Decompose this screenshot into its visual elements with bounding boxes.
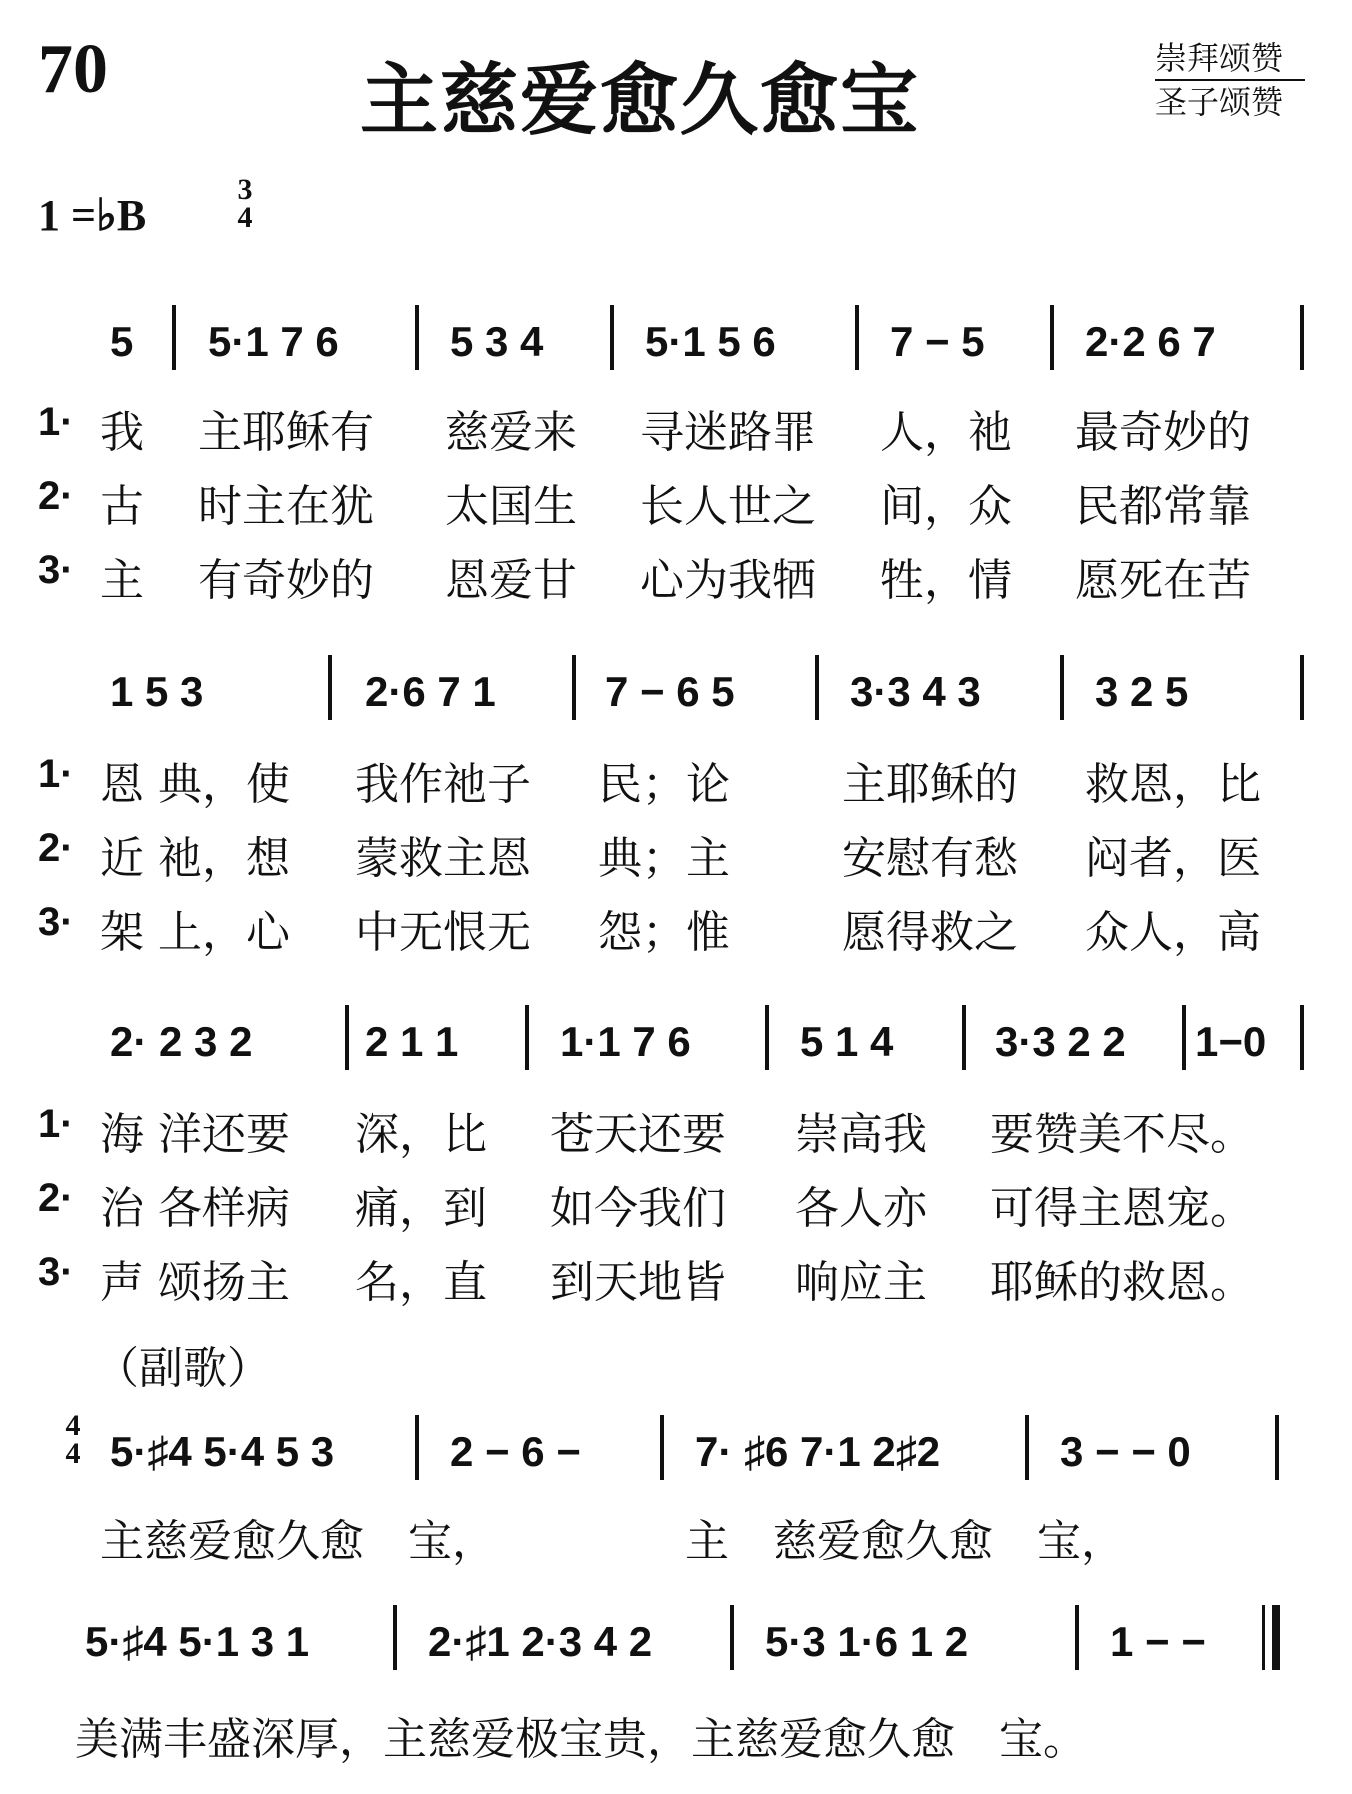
notes-measure: 2·2 6 7 (1085, 318, 1216, 365)
chorus-time-signature (60, 1409, 86, 1470)
lyric: 民都常靠 (1075, 481, 1251, 532)
lyric: 民；论 (598, 759, 730, 810)
lyric: 间，众 (880, 481, 1012, 532)
lyric: 要赞美不尽。 (990, 1109, 1254, 1160)
final-barline-thin (1262, 1605, 1265, 1670)
barline (1300, 1005, 1304, 1070)
barline (1182, 1005, 1186, 1070)
lyric: 架 上，心 (100, 907, 290, 958)
lyric: 中无恨无 (355, 907, 531, 958)
lyric: 如今我们 (550, 1183, 726, 1234)
notes-measure: 5 3 4 (450, 318, 544, 365)
lyric: 愿死在苦 (1075, 555, 1251, 606)
lyric: 我 (100, 407, 144, 458)
lyric: 主 (100, 555, 144, 606)
lyric: 闷者，医 (1085, 833, 1261, 884)
barline (415, 1415, 419, 1480)
verse-number: 3· (38, 548, 74, 592)
lyric: 痛，到 (355, 1183, 487, 1234)
chorus-label: （副歌） (95, 1343, 271, 1394)
lyric: 时主在犹 (198, 481, 374, 532)
category-main: 崇拜颂赞 (1155, 39, 1284, 77)
lyric: 牲，情 (880, 555, 1012, 606)
lyric: 典；主 (598, 833, 730, 884)
barline (1025, 1415, 1029, 1480)
verse-number: 3· (38, 1250, 74, 1294)
lyric: 蒙救主恩 (355, 833, 531, 884)
barline (962, 1005, 966, 1070)
notes-measure: 2·♯1 2·3 4 2 (428, 1618, 653, 1665)
notes-measure: 5·♯4 5·4 5 3 (110, 1428, 335, 1475)
hymn-title: 主慈爱愈久愈宝 (360, 56, 921, 146)
category-sub: 圣子颂赞 (1155, 83, 1284, 121)
notes-measure: 2·6 7 1 (365, 668, 496, 715)
final-barline-thick (1272, 1605, 1280, 1670)
notes-measure: 7 − 5 (890, 318, 985, 365)
barline (345, 1005, 349, 1070)
lyric: 愿得救之 (842, 907, 1018, 958)
notes-measure: 2 1 1 (365, 1018, 459, 1065)
lyric: 安慰有愁 (842, 833, 1018, 884)
chorus-lyric: 主 慈爱愈久愈 宝， (685, 1516, 1125, 1567)
lyric: 响应主 (795, 1257, 927, 1308)
barline (765, 1005, 769, 1070)
lyric: 有奇妙的 (198, 555, 374, 606)
lyric: 长人世之 (640, 481, 816, 532)
barline (815, 655, 819, 720)
time-sig-top: 3 (237, 173, 253, 206)
barline (393, 1605, 397, 1670)
verse-number: 3· (38, 900, 74, 944)
chorus-lyric: 美满丰盛深厚，主慈爱极宝贵，主慈爱愈久愈 宝。 (75, 1714, 1087, 1765)
lyric: 耶稣的救恩。 (990, 1257, 1254, 1308)
lyric: 众人，高 (1085, 907, 1261, 958)
lyric: 古 (100, 481, 144, 532)
barline (525, 1005, 529, 1070)
notes-measure: 3·3 4 3 (850, 668, 981, 715)
notes-measure: 3·3 2 2 (995, 1018, 1126, 1065)
chorus-lyric: 主慈爱愈久愈 宝， (100, 1516, 496, 1567)
barline (1300, 305, 1304, 370)
barline (328, 655, 332, 720)
notes-measure: 2· 2 3 2 (110, 1018, 253, 1065)
lyric: 恩 典，使 (100, 759, 290, 810)
verse-number: 1· (38, 1102, 74, 1146)
notes-measure: 2 − 6 − (450, 1428, 581, 1475)
barline (730, 1605, 734, 1670)
notes-measure: 1 − − (1110, 1618, 1206, 1665)
time-sig-top: 4 (65, 1409, 81, 1442)
lyric: 名，直 (355, 1257, 487, 1308)
lyric: 最奇妙的 (1075, 407, 1251, 458)
barline (1300, 655, 1304, 720)
lyric: 崇高我 (795, 1109, 927, 1160)
lyric: 近 祂，想 (100, 833, 290, 884)
notes-measure: 5 (110, 318, 134, 365)
notes-measure: 3 − − 0 (1060, 1428, 1191, 1475)
barline (1060, 655, 1064, 720)
notes-measure: 3 2 5 (1095, 668, 1189, 715)
lyric: 我作祂子 (355, 759, 531, 810)
verse-number: 2· (38, 474, 74, 518)
verse-number: 2· (38, 826, 74, 870)
barline (172, 305, 176, 370)
notes-measure: 5 1 4 (800, 1018, 894, 1065)
notes-measure: 7· ♯6 7·1 2♯2 (695, 1428, 941, 1475)
notes-measure: 1·1 7 6 (560, 1018, 691, 1065)
notes-measure: 7 − 6 5 (605, 668, 735, 715)
lyric: 深，比 (355, 1109, 487, 1160)
hymn-number: 70 (38, 31, 108, 108)
lyric: 心为我牺 (640, 555, 816, 606)
lyric: 救恩，比 (1085, 759, 1261, 810)
verse-number: 1· (38, 400, 74, 444)
barline (660, 1415, 664, 1480)
notes-measure: 1−0 (1195, 1018, 1267, 1065)
key-signature: 1 =♭B (38, 191, 147, 240)
lyric: 苍天还要 (550, 1109, 726, 1160)
lyric: 到天地皆 (550, 1257, 726, 1308)
lyric: 人，祂 (880, 407, 1012, 458)
notes-measure: 5·♯4 5·1 3 1 (85, 1618, 310, 1665)
lyric: 海 洋还要 (100, 1109, 290, 1160)
lyric: 主耶稣的 (842, 759, 1018, 810)
lyric: 怨；惟 (598, 907, 730, 958)
lyric: 恩爱甘 (445, 555, 577, 606)
barline (572, 655, 576, 720)
time-sig-bottom: 4 (237, 201, 253, 234)
barline (610, 305, 614, 370)
barline (1050, 305, 1054, 370)
lyric: 可得主恩宠。 (990, 1183, 1254, 1234)
barline (1275, 1415, 1279, 1480)
lyric: 主耶稣有 (198, 407, 374, 458)
barline (855, 305, 859, 370)
time-signature (232, 173, 258, 234)
lyric: 声 颂扬主 (100, 1257, 290, 1308)
time-sig-bottom: 4 (65, 1437, 81, 1470)
notes-measure: 5·3 1·6 1 2 (765, 1618, 969, 1665)
barline (415, 305, 419, 370)
lyric: 寻迷路罪 (640, 407, 816, 458)
barline (1075, 1605, 1079, 1670)
lyric: 各人亦 (795, 1183, 927, 1234)
category-divider (1155, 79, 1305, 81)
notes-measure: 1 5 3 (110, 668, 204, 715)
notes-measure: 5·1 7 6 (208, 318, 339, 365)
lyric: 治 各样病 (100, 1183, 290, 1234)
verse-number: 1· (38, 752, 74, 796)
lyric: 太国生 (445, 481, 577, 532)
verse-number: 2· (38, 1176, 74, 1220)
notes-measure: 5·1 5 6 (645, 318, 776, 365)
lyric: 慈爱来 (445, 407, 577, 458)
